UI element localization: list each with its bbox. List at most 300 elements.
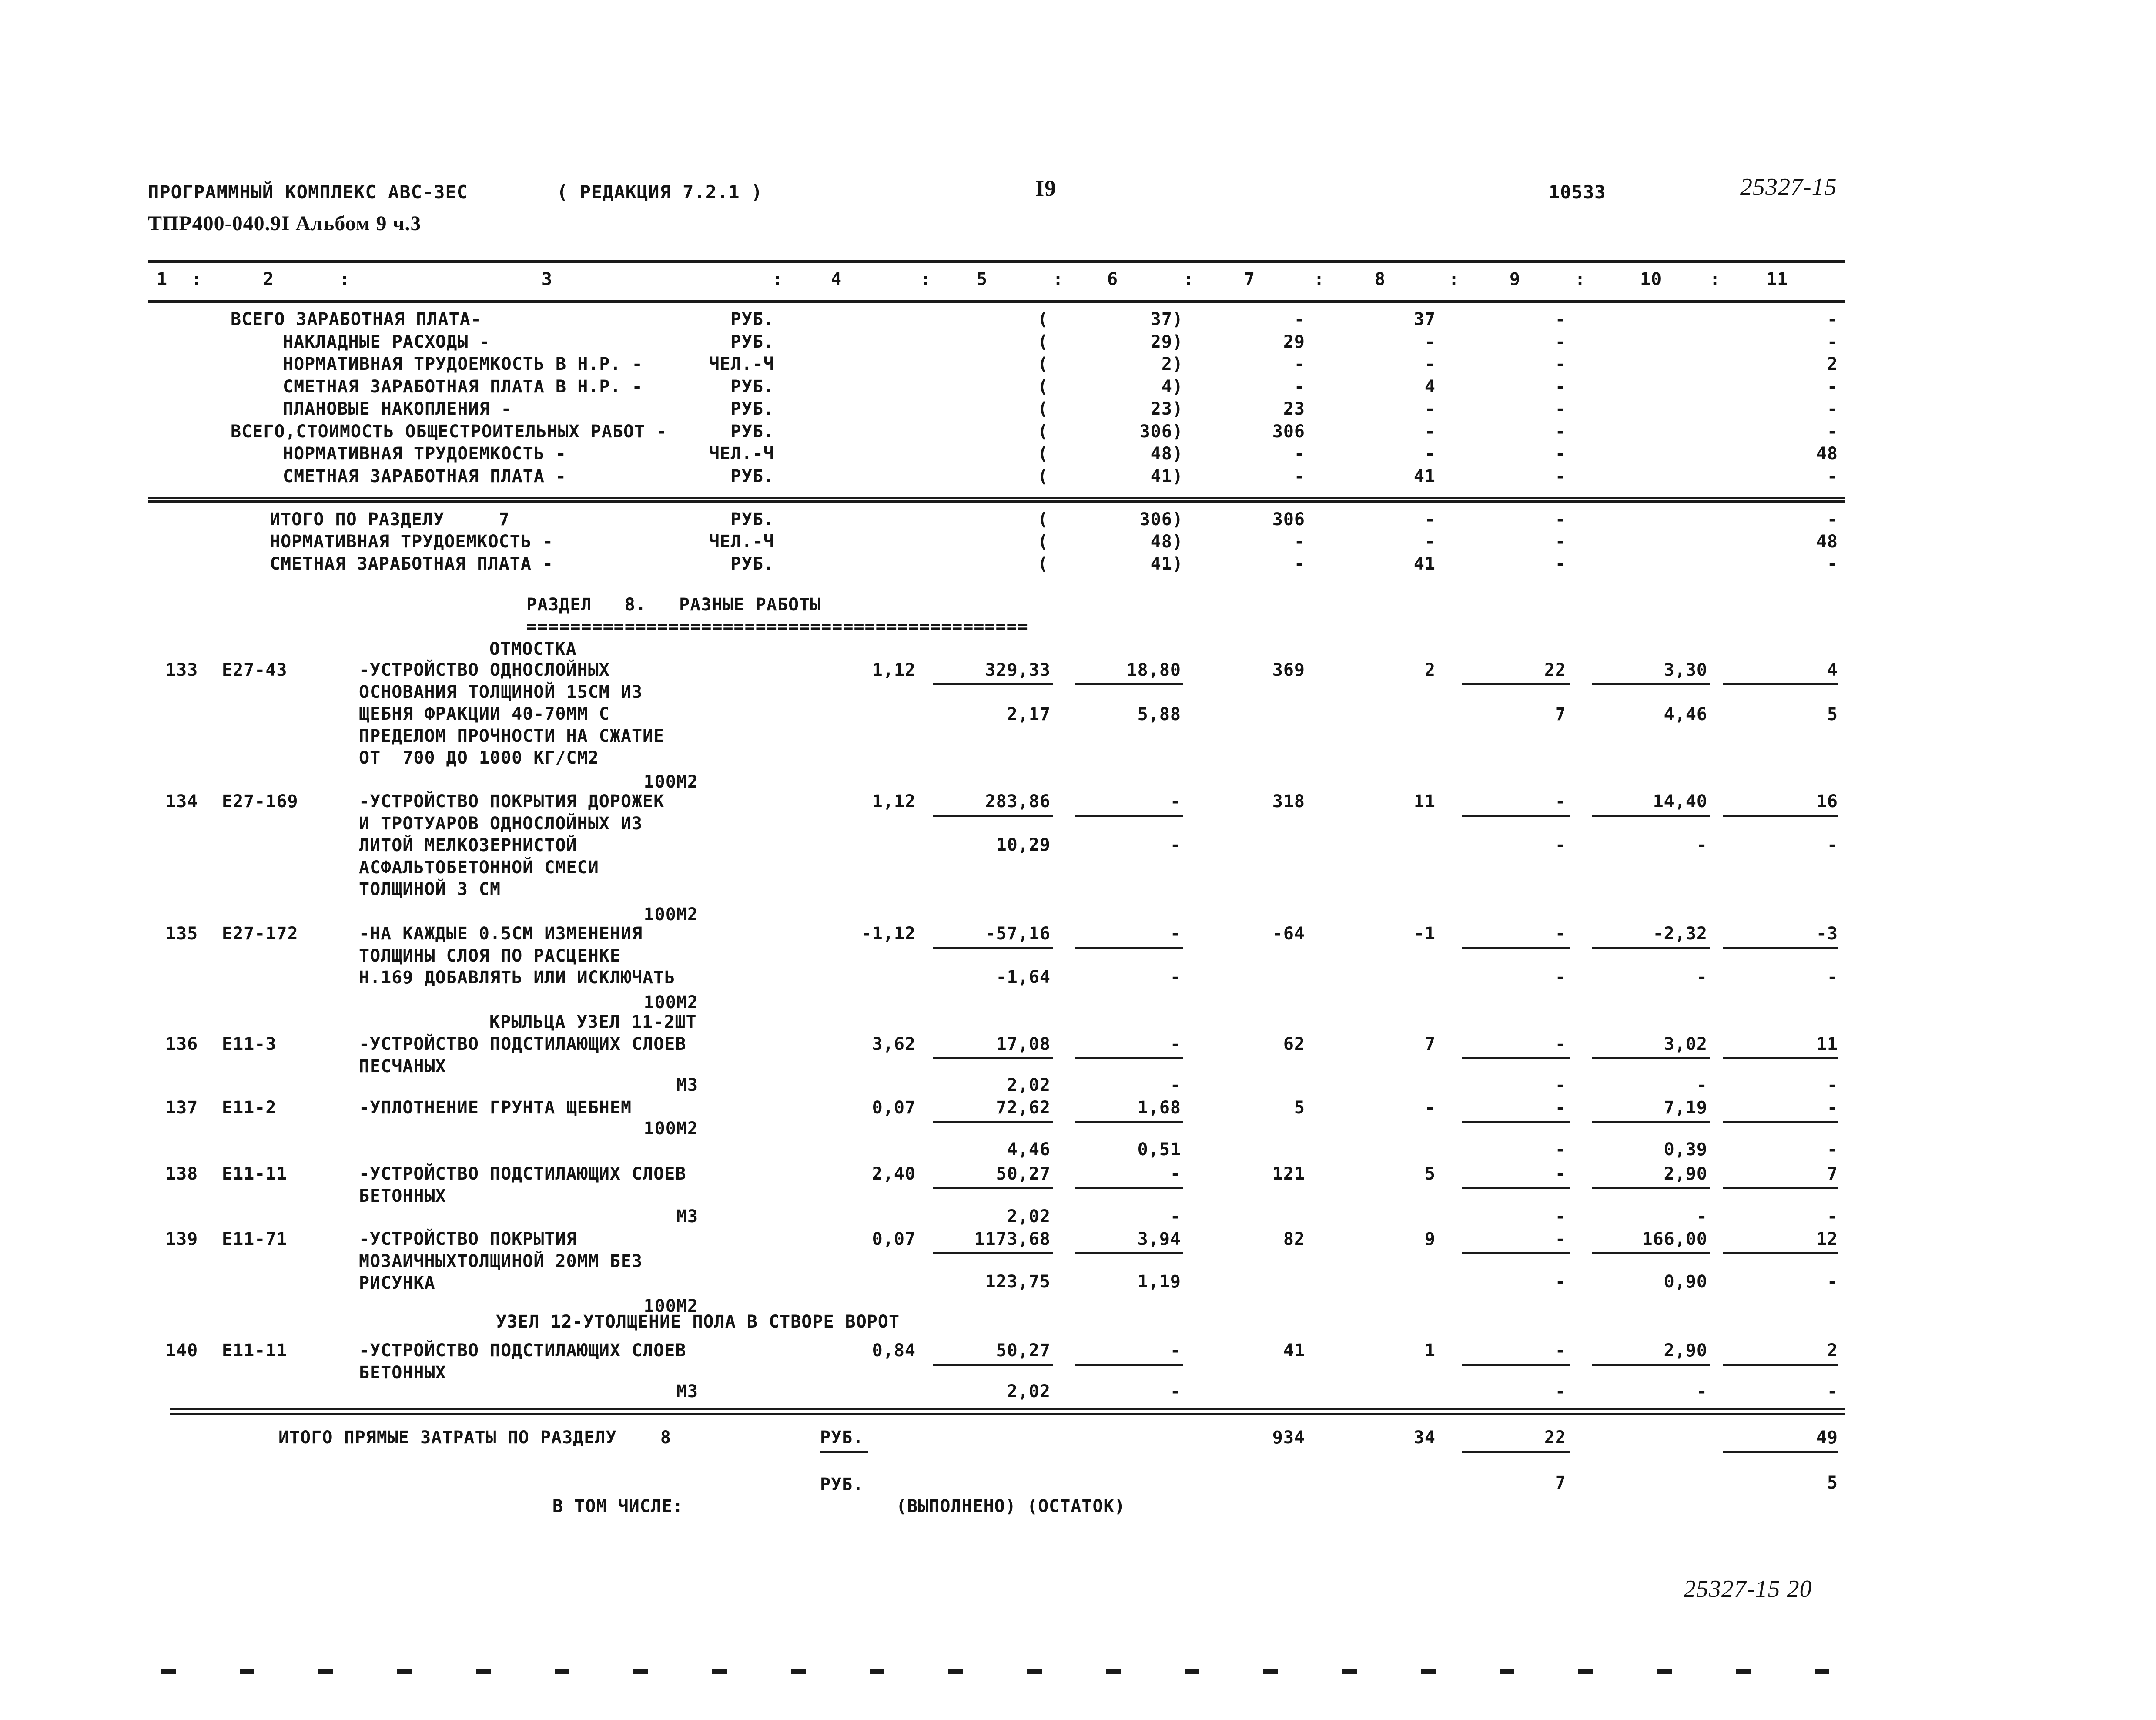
- dash: [1736, 1669, 1751, 1674]
- item-col9: -: [1555, 791, 1566, 811]
- summary-name: ВСЕГО,СТОИМОСТЬ ОБЩЕСТРОИТЕЛЬНЫХ РАБОТ -: [231, 421, 667, 442]
- fraction-rule-col10: [1592, 1057, 1710, 1059]
- column-header-7: 7: [1244, 269, 1255, 289]
- item-col10-lower: 0,90: [1664, 1272, 1707, 1292]
- summary-unit: РУБ.: [730, 309, 774, 329]
- item-col9: 22: [1544, 660, 1566, 680]
- item-description-line: ОСНОВАНИЯ ТОЛЩИНОЙ 15СМ ИЗ: [359, 682, 643, 702]
- item-price-machine: -: [1170, 924, 1181, 944]
- summary-col7: -: [1294, 466, 1305, 486]
- item-col11-lower: -: [1827, 1272, 1838, 1292]
- item-col11: 11: [1816, 1034, 1838, 1054]
- item-col9-lower: -: [1555, 1272, 1566, 1292]
- fraction-rule-col6: [1075, 1121, 1183, 1123]
- column-separator: :: [920, 269, 931, 289]
- fraction-rule-col6: [1075, 1364, 1183, 1366]
- item-col11-lower: 5: [1827, 704, 1838, 724]
- dash: [476, 1669, 491, 1674]
- dash: [397, 1669, 412, 1674]
- item-col7: 62: [1283, 1034, 1305, 1054]
- item-col11: 16: [1816, 791, 1838, 811]
- item-description-line: -УСТРОЙСТВО ПОДСТИЛАЮЩИХ СЛОЕВ: [359, 1034, 686, 1054]
- item-col11: -: [1827, 1098, 1838, 1118]
- item-description-line: -УСТРОЙСТВО ПОКРЫТИЯ: [359, 1229, 577, 1249]
- item-col10-lower: 0,39: [1664, 1140, 1707, 1160]
- item-col11: 12: [1816, 1229, 1838, 1249]
- summary-col11: -: [1827, 554, 1838, 574]
- item-price-machine: -: [1170, 1034, 1181, 1054]
- subheading-uzel12: УЗЕЛ 12-УТОЛЩЕНИЕ ПОЛА В СТВОРЕ ВОРОТ: [496, 1312, 900, 1332]
- column-separator: :: [1575, 269, 1586, 289]
- summary-col7: -: [1294, 554, 1305, 574]
- column-header-4: 4: [831, 269, 842, 289]
- summary-col11: -: [1827, 332, 1838, 352]
- summary-name: НОРМАТИВНАЯ ТРУДОЕМКОСТЬ В Н.Р. -: [283, 354, 643, 374]
- fraction-rule-col6: [1075, 683, 1183, 685]
- fraction-rule-col10: [1592, 683, 1710, 685]
- fraction-rule-col5: [933, 1187, 1053, 1189]
- item-price-machine: -: [1170, 1341, 1181, 1361]
- item-description-line: -УСТРОЙСТВО ПОКРЫТИЯ ДОРОЖЕК: [359, 791, 665, 811]
- summary-col11: 48: [1816, 444, 1838, 464]
- item-description-line: ТОЛЩИНЫ СЛОЯ ПО РАСЦЕНКЕ: [359, 945, 621, 966]
- summary-col6: 306): [1139, 421, 1183, 442]
- dash: [1815, 1669, 1829, 1674]
- summary-col11: 48: [1816, 532, 1838, 552]
- item-number: 140: [165, 1341, 198, 1361]
- item-price-machine: -: [1170, 1164, 1181, 1184]
- item-code: Е11-11: [222, 1341, 288, 1361]
- summary-col7: 29: [1283, 332, 1305, 352]
- item-description-line: -НА КАЖДЫЕ 0.5СМ ИЗМЕНЕНИЯ: [359, 924, 643, 944]
- item-number: 135: [165, 924, 198, 944]
- total-col8: 34: [1413, 1428, 1436, 1448]
- item-description-line: БЕТОННЫХ: [359, 1362, 446, 1383]
- header-rule-bottom: [148, 300, 1845, 303]
- subheading-krylca: КРЫЛЬЦА УЗЕЛ 11-2ШТ: [489, 1012, 697, 1032]
- summary-paren: (: [1038, 421, 1049, 442]
- item-col9: -: [1555, 1229, 1566, 1249]
- fraction-rule-col9: [1462, 947, 1570, 949]
- dash: [870, 1669, 884, 1674]
- column-header-11: 11: [1766, 269, 1788, 289]
- item-col9-lower: -: [1555, 1075, 1566, 1095]
- total-col9: 22: [1544, 1428, 1566, 1448]
- item-price-total: 329,33: [985, 660, 1051, 680]
- total-unit-2: РУБ.: [820, 1475, 864, 1495]
- item-quantity: 3,62: [872, 1034, 916, 1054]
- item-description-line: БЕТОННЫХ: [359, 1186, 446, 1206]
- item-col11-lower: -: [1827, 1075, 1838, 1095]
- item-col10: -2,32: [1653, 924, 1707, 944]
- fraction-rule-col6: [1075, 815, 1183, 817]
- item-price-wage: 2,02: [1007, 1381, 1051, 1401]
- item-price-machine-wage: -: [1170, 1075, 1181, 1095]
- item-price-total: 50,27: [996, 1164, 1051, 1184]
- item-col8: 9: [1424, 1229, 1436, 1249]
- fraction-rule-col11: [1723, 1364, 1838, 1366]
- item-col10: 3,30: [1664, 660, 1707, 680]
- summary-col8: -: [1424, 421, 1436, 442]
- dash: [1185, 1669, 1199, 1674]
- item-col11-lower: -: [1827, 1381, 1838, 1401]
- fraction-rule-col6: [1075, 1252, 1183, 1254]
- summary-col8: 4: [1424, 376, 1436, 397]
- item-price-total: 72,62: [996, 1098, 1051, 1118]
- item-description-line: ПЕСЧАНЫХ: [359, 1056, 446, 1076]
- item-number: 136: [165, 1034, 198, 1054]
- header-rule-top: [148, 260, 1845, 263]
- fraction-rule-col9: [1462, 1364, 1570, 1366]
- summary-col11: -: [1827, 309, 1838, 329]
- item-col11-lower: -: [1827, 1140, 1838, 1160]
- fraction-rule-col5: [933, 1121, 1053, 1123]
- item-col7: -64: [1272, 924, 1305, 944]
- summary-name: НОРМАТИВНАЯ ТРУДОЕМКОСТЬ -: [270, 532, 554, 552]
- fraction-rule-col11: [1723, 1057, 1838, 1059]
- section-8-title: РАЗДЕЛ 8. РАЗНЫЕ РАБОТЫ: [526, 595, 821, 615]
- item-price-total: 283,86: [985, 791, 1051, 811]
- summary-col8: -: [1424, 532, 1436, 552]
- item-col11: 4: [1827, 660, 1838, 680]
- item-description-line: И ТРОТУАРОВ ОДНОСЛОЙНЫХ ИЗ: [359, 813, 643, 834]
- summary-col6: 4): [1161, 376, 1183, 397]
- column-separator: :: [1183, 269, 1195, 289]
- item-quantity: 0,07: [872, 1098, 916, 1118]
- item-quantity: 1,12: [872, 791, 916, 811]
- fraction-rule-col10: [1592, 947, 1710, 949]
- summary-col6: 23): [1150, 399, 1183, 419]
- handwritten-note: 25327-15 20: [1684, 1576, 1812, 1603]
- item-price-machine-wage: 0,51: [1137, 1140, 1181, 1160]
- item-col9-lower: -: [1555, 967, 1566, 987]
- item-price-machine-wage: 1,19: [1137, 1272, 1181, 1292]
- summary-col9: -: [1555, 332, 1566, 352]
- summary-col9: -: [1555, 376, 1566, 397]
- summary-col7: 306: [1272, 510, 1305, 530]
- item-quantity: 2,40: [872, 1164, 916, 1184]
- item-description-line: РИСУНКА: [359, 1273, 435, 1293]
- item-code: Е27-43: [222, 660, 288, 680]
- summary-col11: -: [1827, 376, 1838, 397]
- item-col10-lower: 4,46: [1664, 704, 1707, 724]
- item-col10: 2,90: [1664, 1341, 1707, 1361]
- item-col10-lower: -: [1696, 835, 1707, 855]
- item-unit: М3: [676, 1381, 698, 1401]
- summary-col11: -: [1827, 399, 1838, 419]
- item-code: Е11-3: [222, 1034, 277, 1054]
- item-description-line: АСФАЛЬТОБЕТОННОЙ СМЕСИ: [359, 857, 599, 878]
- page-number: I9: [1035, 176, 1057, 201]
- item-price-wage: 2,02: [1007, 1075, 1051, 1095]
- summary-name: ВСЕГО ЗАРАБОТНАЯ ПЛАТА-: [231, 309, 482, 329]
- fraction-rule-col5: [933, 815, 1053, 817]
- dash: [1578, 1669, 1593, 1674]
- item-col9: -: [1555, 1341, 1566, 1361]
- item-col7: 41: [1283, 1341, 1305, 1361]
- summary-col6: 306): [1139, 510, 1183, 530]
- fraction-rule-col9: [1462, 683, 1570, 685]
- item-description-line: -УПЛОТНЕНИЕ ГРУНТА ЩЕБНЕМ: [359, 1098, 632, 1118]
- edition: ( РЕДАКЦИЯ 7.2.1 ): [557, 181, 763, 203]
- item-price-machine: 3,94: [1137, 1229, 1181, 1249]
- item-number: 134: [165, 791, 198, 811]
- summary-col6: 41): [1150, 466, 1183, 486]
- item-col10-lower: -: [1696, 1075, 1707, 1095]
- total-label: ИТОГО ПРЯМЫЕ ЗАТРАТЫ ПО РАЗДЕЛУ 8: [278, 1428, 671, 1448]
- item-col9: -: [1555, 924, 1566, 944]
- item-col11: 2: [1827, 1341, 1838, 1361]
- item-col11-lower: -: [1827, 967, 1838, 987]
- summary-paren: (: [1038, 354, 1049, 374]
- item-code: Е11-71: [222, 1229, 288, 1249]
- item-price-total: -57,16: [985, 924, 1051, 944]
- item-price-machine: -: [1170, 791, 1181, 811]
- summary-col8: -: [1424, 354, 1436, 374]
- item-description-line: ЛИТОЙ МЕЛКОЗЕРНИСТОЙ: [359, 835, 577, 855]
- item-description-line: Н.169 ДОБАВЛЯТЬ ИЛИ ИСКЛЮЧАТЬ: [359, 968, 676, 988]
- column-header-5: 5: [977, 269, 988, 289]
- item-col8: 5: [1424, 1164, 1436, 1184]
- column-separator: :: [1053, 269, 1064, 289]
- fraction-rule-col10: [1592, 1364, 1710, 1366]
- fraction-rule-col10: [1592, 815, 1710, 817]
- summary-paren: (: [1038, 332, 1049, 352]
- item-price-machine: 1,68: [1137, 1098, 1181, 1118]
- dash: [318, 1669, 333, 1674]
- summary-col9: -: [1555, 354, 1566, 374]
- summary-name: НОРМАТИВНАЯ ТРУДОЕМКОСТЬ -: [283, 444, 567, 464]
- summary-paren: (: [1038, 532, 1049, 552]
- summary-col6: 41): [1150, 554, 1183, 574]
- summary-col9: -: [1555, 421, 1566, 442]
- fraction-rule-col9: [1462, 1057, 1570, 1059]
- item-col10: 3,02: [1664, 1034, 1707, 1054]
- dash: [240, 1669, 254, 1674]
- item-price-machine-wage: 5,88: [1137, 704, 1181, 724]
- item-number: 137: [165, 1098, 198, 1118]
- summary-unit: РУБ.: [730, 554, 774, 574]
- summary-paren: (: [1038, 444, 1049, 464]
- dash: [1421, 1669, 1436, 1674]
- item-price-wage: 123,75: [985, 1272, 1051, 1292]
- column-separator: :: [1710, 269, 1721, 289]
- fraction-rule-col6: [1075, 1057, 1183, 1059]
- summary-col7: -: [1294, 354, 1305, 374]
- total-col7: 934: [1272, 1428, 1305, 1448]
- item-price-wage: 4,46: [1007, 1140, 1051, 1160]
- item-unit: М3: [676, 1207, 698, 1227]
- summary-col9: -: [1555, 309, 1566, 329]
- summary-paren: (: [1038, 466, 1049, 486]
- total-rule-col9: [1462, 1451, 1570, 1453]
- item-price-total: 50,27: [996, 1341, 1051, 1361]
- summary-col9: -: [1555, 510, 1566, 530]
- dash: [161, 1669, 176, 1674]
- item-col7: 121: [1272, 1164, 1305, 1184]
- item-col8: 2: [1424, 660, 1436, 680]
- item-code: Е11-11: [222, 1164, 288, 1184]
- item-unit: 100М2: [643, 992, 698, 1013]
- fraction-rule-col5: [933, 1057, 1053, 1059]
- summary-paren: (: [1038, 376, 1049, 397]
- item-description-line: ТОЛЩИНОЙ 3 СМ: [359, 879, 501, 899]
- item-description-line: -УСТРОЙСТВО ПОДСТИЛАЮЩИХ СЛОЕВ: [359, 1341, 686, 1361]
- fraction-rule-col10: [1592, 1121, 1710, 1123]
- item-col9: -: [1555, 1034, 1566, 1054]
- dash: [1263, 1669, 1278, 1674]
- summary-unit: РУБ.: [730, 466, 774, 486]
- doc-number: 25327-15: [1740, 174, 1837, 201]
- fraction-rule-col11: [1723, 815, 1838, 817]
- summary-col9: -: [1555, 554, 1566, 574]
- fraction-rule-col11: [1723, 1121, 1838, 1123]
- summary-paren: (: [1038, 554, 1049, 574]
- summary-unit: РУБ.: [730, 421, 774, 442]
- fraction-rule-col11: [1723, 1187, 1838, 1189]
- total-unit-rule: [820, 1451, 868, 1453]
- item-price-machine: 18,80: [1126, 660, 1181, 680]
- item-col11: -3: [1816, 924, 1838, 944]
- item-col7: 318: [1272, 791, 1305, 811]
- item-col8: -1: [1413, 924, 1436, 944]
- item-col9-lower: -: [1555, 1140, 1566, 1160]
- dash: [1500, 1669, 1514, 1674]
- fraction-rule-col11: [1723, 683, 1838, 685]
- column-header-3: 3: [542, 269, 553, 289]
- column-header-9: 9: [1510, 269, 1521, 289]
- item-col7: 82: [1283, 1229, 1305, 1249]
- dash: [948, 1669, 963, 1674]
- item-unit: 100М2: [643, 1296, 698, 1316]
- summary-col9: -: [1555, 466, 1566, 486]
- item-description-line: ОТ 700 ДО 1000 КГ/СМ2: [359, 748, 599, 768]
- fraction-rule-col6: [1075, 1187, 1183, 1189]
- item-price-total: 17,08: [996, 1034, 1051, 1054]
- total-col11-lower: 5: [1827, 1473, 1838, 1493]
- item-number: 133: [165, 660, 198, 680]
- summary-unit: ЧЕЛ.-Ч: [709, 444, 774, 464]
- fraction-rule-col5: [933, 1364, 1053, 1366]
- column-separator: :: [1314, 269, 1325, 289]
- item-price-machine-wage: -: [1170, 967, 1181, 987]
- summary-col8: 37: [1413, 309, 1436, 329]
- summary-col9: -: [1555, 532, 1566, 552]
- fraction-rule-col5: [933, 947, 1053, 949]
- summary-col6: 37): [1150, 309, 1183, 329]
- fraction-rule-col9: [1462, 1252, 1570, 1254]
- item-price-wage: 2,02: [1007, 1207, 1051, 1227]
- summary-paren: (: [1038, 399, 1049, 419]
- item-col10-lower: -: [1696, 967, 1707, 987]
- fraction-rule-col9: [1462, 1121, 1570, 1123]
- item-col9-lower: -: [1555, 1381, 1566, 1401]
- summary-col11: 2: [1827, 354, 1838, 374]
- summary-col8: 41: [1413, 554, 1436, 574]
- summary-unit: ЧЕЛ.-Ч: [709, 532, 774, 552]
- item-price-wage: 10,29: [996, 835, 1051, 855]
- summary-col7: -: [1294, 532, 1305, 552]
- item-col11: 7: [1827, 1164, 1838, 1184]
- fraction-rule-col6: [1075, 947, 1183, 949]
- dash: [1342, 1669, 1357, 1674]
- summary-col8: -: [1424, 444, 1436, 464]
- item-description-line: -УСТРОЙСТВО ОДНОСЛОЙНЫХ: [359, 660, 610, 680]
- fraction-rule-col5: [933, 683, 1053, 685]
- summary-col8: -: [1424, 332, 1436, 352]
- item-quantity: 0,07: [872, 1229, 916, 1249]
- fraction-rule-col10: [1592, 1252, 1710, 1254]
- album-label: ТПР400-040.9I Альбом 9 ч.3: [148, 212, 422, 235]
- summary-col7: -: [1294, 376, 1305, 397]
- summary-paren: (: [1038, 510, 1049, 530]
- item-col8: 7: [1424, 1034, 1436, 1054]
- summary-col6: 2): [1161, 354, 1183, 374]
- summary-name: ПЛАНОВЫЕ НАКОПЛЕНИЯ -: [283, 399, 512, 419]
- item-col9-lower: -: [1555, 835, 1566, 855]
- item-col10-lower: -: [1696, 1207, 1707, 1227]
- summary-col7: 23: [1283, 399, 1305, 419]
- dash: [1657, 1669, 1672, 1674]
- subheading-otmostka: ОТМОСТКА: [489, 639, 577, 659]
- summary-name: СМЕТНАЯ ЗАРАБОТНАЯ ПЛАТА -: [270, 554, 554, 574]
- item-code: Е27-172: [222, 924, 298, 944]
- summary-col7: -: [1294, 309, 1305, 329]
- fraction-rule-col11: [1723, 947, 1838, 949]
- column-header-10: 10: [1640, 269, 1662, 289]
- code-number: 10533: [1549, 181, 1606, 203]
- item-col8: -: [1424, 1098, 1436, 1118]
- item-quantity: 0,84: [872, 1341, 916, 1361]
- column-separator: :: [191, 269, 203, 289]
- item-col10: 166,00: [1642, 1229, 1707, 1249]
- item-col9-lower: 7: [1555, 704, 1566, 724]
- item-description-line: ПРЕДЕЛОМ ПРОЧНОСТИ НА СЖАТИЕ: [359, 726, 665, 746]
- dash: [791, 1669, 806, 1674]
- summary-unit: РУБ.: [730, 510, 774, 530]
- summary-col6: 29): [1150, 332, 1183, 352]
- including-label: В ТОМ ЧИСЛЕ:: [552, 1496, 683, 1516]
- summary-col7: -: [1294, 444, 1305, 464]
- total-rule-col11: [1723, 1451, 1838, 1453]
- summary-unit: РУБ.: [730, 376, 774, 397]
- item-col7: 5: [1294, 1098, 1305, 1118]
- item-col10: 2,90: [1664, 1164, 1707, 1184]
- summary-col9: -: [1555, 444, 1566, 464]
- item-price-machine-wage: -: [1170, 835, 1181, 855]
- item-price-machine-wage: -: [1170, 1207, 1181, 1227]
- item-code: Е11-2: [222, 1098, 277, 1118]
- summary-unit: РУБ.: [730, 332, 774, 352]
- summary-col6: 48): [1150, 532, 1183, 552]
- item-col9-lower: -: [1555, 1207, 1566, 1227]
- item-unit: 100М2: [643, 1119, 698, 1139]
- item-code: Е27-169: [222, 791, 298, 811]
- column-header-8: 8: [1375, 269, 1386, 289]
- item-description-line: МОЗАИЧНЫХТОЛЩИНОЙ 20ММ БЕЗ: [359, 1251, 643, 1271]
- section-7-rule-1: [148, 497, 1845, 499]
- item-price-wage: 2,17: [1007, 704, 1051, 724]
- item-unit: 100М2: [643, 905, 698, 925]
- item-col11-lower: -: [1827, 835, 1838, 855]
- summary-name: ИТОГО ПО РАЗДЕЛУ 7: [270, 510, 510, 530]
- summary-paren: (: [1038, 309, 1049, 329]
- item-unit: М3: [676, 1075, 698, 1095]
- column-separator: :: [772, 269, 783, 289]
- dash: [712, 1669, 727, 1674]
- total-col11: 49: [1816, 1428, 1838, 1448]
- item-quantity: -1,12: [861, 924, 916, 944]
